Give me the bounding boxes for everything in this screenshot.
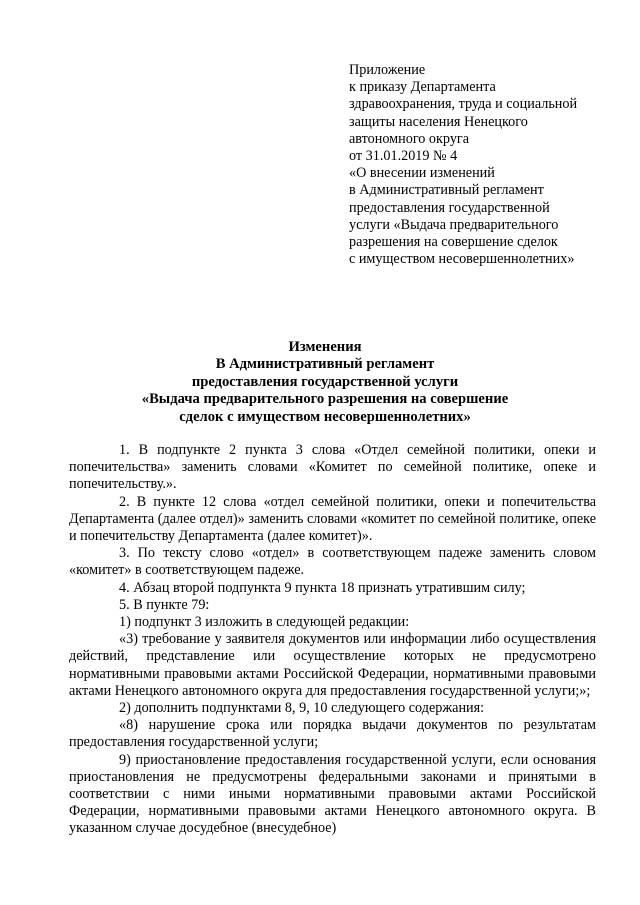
annex-line: в Административный регламент xyxy=(349,182,544,199)
title-line: «Выдача предварительного разрешения на совершение xyxy=(141,391,509,408)
annex-line: здравоохранения, труда и социальной xyxy=(349,96,578,113)
body-paragraph: 4. Абзац второй подпункта 9 пункта 18 признать утратившим силу; xyxy=(119,579,526,596)
body-paragraph: 9) приостановление предоставления государственной услуги, если основания приостановления не предусмотрены федеральными законами и принятыми в соответствии с ними иными нормативными правовыми актами Российской Федерации, нормативными правовыми актами Ненецкого автономного округа. В указанном случае досудебное (внесудебное) xyxy=(69,751,596,837)
body-paragraph: 5. В пункте 79: xyxy=(119,596,210,613)
body-paragraph: 2. В пункте 12 слова «отдел семейной политики, опеки и попечительства Департамента (далее отдел)» заменить словами «комитет по семейной политике, опеке и попечительству Департамента (далее комитет)». xyxy=(69,493,596,545)
title-line: Изменения xyxy=(288,339,362,355)
annex-line: от 31.01.2019 № 4 xyxy=(349,148,458,165)
title-line: сделок с имуществом несовершеннолетних» xyxy=(179,408,471,425)
body-paragraph: «8) нарушение срока или порядка выдачи документов по результатам предоставления государственной услуги; xyxy=(69,717,596,751)
annex-line: «О внесении изменений xyxy=(349,165,495,182)
annex-line: с имуществом несовершеннолетних» xyxy=(349,251,575,268)
body-paragraph: 1) подпункт 3 изложить в следующей редакции: xyxy=(119,614,410,631)
annex-line: услуги «Выдача предварительного xyxy=(349,216,559,233)
body-paragraph: «3) требование у заявителя документов или информации либо осуществления действий, представление или осуществление которых не предусмотрено нормативными правовыми актами Российской Федерации, нормативными правовыми актами Ненецкого автономного округа для предоставления государственной услуги;»; xyxy=(69,631,596,699)
document-body xyxy=(69,442,596,838)
annex-header-block xyxy=(349,62,624,268)
title-line: В Административный регламент xyxy=(215,356,435,373)
annex-line: к приказу Департамента xyxy=(349,79,496,96)
annex-line: разрешения на совершение сделок xyxy=(349,234,558,251)
annex-line: защиты населения Ненецкого xyxy=(349,113,528,130)
title-line: предоставления государственной услуги xyxy=(191,373,459,390)
annex-line: Приложение xyxy=(349,62,426,78)
annex-line: автономного округа xyxy=(349,130,470,147)
document-title xyxy=(60,339,590,426)
body-paragraph: 2) дополнить подпунктами 8, 9, 10 следующего содержания: xyxy=(119,700,485,717)
body-paragraph: 3. По тексту слово «отдел» в соответствующем падеже заменить словом «комитет» в соответствующем падеже. xyxy=(69,545,596,579)
body-paragraph: 1. В подпункте 2 пункта 3 слова «Отдел семейной политики, опеки и попечительства» заменить словами «Комитет по семейной политике, опеке и попечительству.». xyxy=(69,442,596,493)
annex-line: предоставления государственной xyxy=(349,199,550,216)
